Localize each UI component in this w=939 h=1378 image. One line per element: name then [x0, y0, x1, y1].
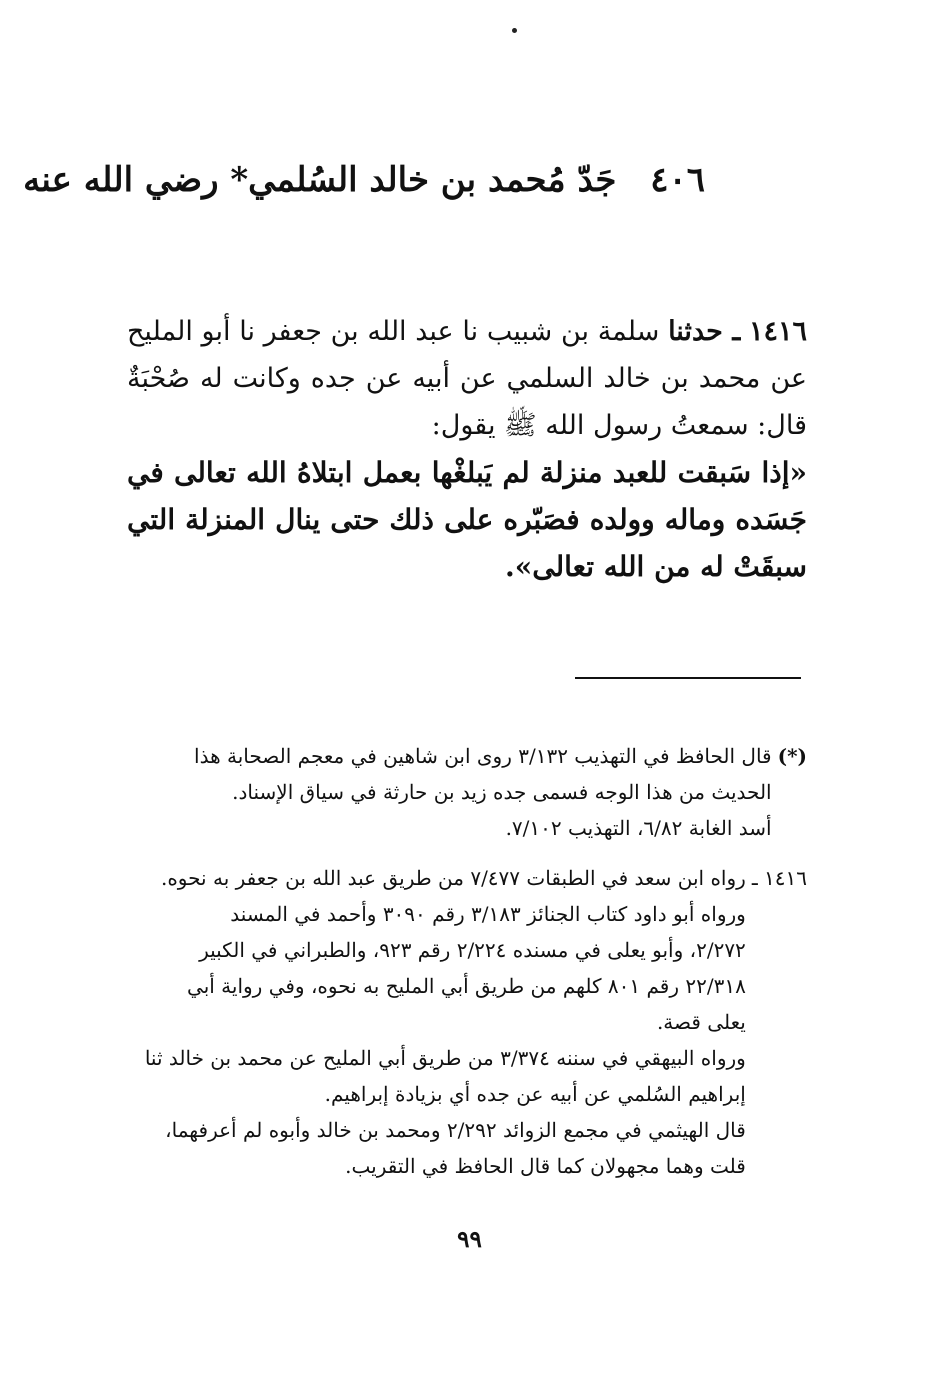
hadith-matn: «إذا سَبقت للعبد منزلة لم يَبلغْها بعمل ابتلاهُ الله تعالى في جَسَده وماله وولده فصَبّره على ذلك حتى ينال المنزلة التي سبقَتْ له من الله تعالى».: [127, 456, 807, 583]
footnote-1416: [135, 860, 807, 1184]
footnote-line: ٢٢/٣١٨ رقم ٨٠١ كلهم من طريق أبي المليح به نحوه، وفي رواية أبي: [187, 974, 746, 998]
chapter-number: ٤٠٦: [650, 160, 705, 200]
footnote-line: ٢/٢٧٢، وأبو يعلى في مسنده ٢/٢٢٤ رقم ٩٢٣، والطبراني في الكبير: [199, 938, 746, 962]
footnote-line: قلت وهما مجهولان كما قال الحافظ في التقريب.: [345, 1154, 746, 1178]
hadith-isnad: سلمة بن شبيب نا عبد الله بن جعفر نا أبو المليح عن محمد بن خالد السلمي عن أبيه عن جده وكانت له صُحْبَةٌ قال: سمعتُ رسول الله ﷺ يقول:: [127, 316, 807, 441]
hadith-lead-word: حدثنا: [668, 316, 723, 347]
footnote-line: ورواه البيهقي في سننه ٣/٣٧٤ من طريق أبي المليح عن محمد بن خالد ثنا: [144, 1046, 746, 1070]
footnote-marker: (*): [777, 744, 807, 768]
hadith-isnad-paragraph: ١٤١٦ ـ حدثنا سلمة بن شبيب نا عبد الله بن جعفر نا أبو المليح عن محمد بن خالد السلمي عن أبيه عن جده وكانت له صُحْبَةٌ قال: سمعتُ رسول الله ﷺ يقول:: [127, 316, 807, 441]
footnote-body: [135, 738, 772, 846]
page-number: ٩٩: [457, 1226, 482, 1253]
footnote-marker: ١٤١٦ ـ: [751, 866, 807, 890]
hadith-number: ١٤١٦: [748, 316, 807, 347]
footnote-separator: [575, 677, 801, 679]
footnote-asterisk: [135, 738, 807, 846]
print-dot: [512, 28, 517, 33]
footnote-line: إبراهيم السُلمي عن أبيه عن جده أي بزيادة إبراهيم.: [324, 1082, 746, 1106]
footnote-line: قال الحافظ في التهذيب ٣/١٣٢ روى ابن شاهين في معجم الصحابة هذا: [194, 744, 772, 768]
footnote-line: الحديث من هذا الوجه فسمى جده زيد بن حارثة في سياق الإسناد.: [232, 780, 772, 804]
footnote-line: أسد الغابة ٦/٨٢، التهذيب ٧/١٠٢.: [505, 816, 772, 840]
hadith-block: [127, 308, 807, 590]
footnotes: [135, 738, 807, 1198]
footnote-line: رواه ابن سعد في الطبقات ٧/٤٧٧ من طريق عبد الله بن جعفر به نحوه.: [160, 866, 746, 890]
footnote-line: قال الهيثمي في مجمع الزوائد ٢/٢٩٢ ومحمد بن خالد وأبوه لم أعرفهما،: [165, 1118, 746, 1142]
chapter-title: جَدّ مُحمد بن خالد السُلمي* رضي الله عنه: [23, 160, 617, 200]
footnote-body: [135, 860, 746, 1184]
footnote-line: ورواه أبو داود كتاب الجنائز ٣/١٨٣ رقم ٣٠٩٠ وأحمد في المسند: [230, 902, 746, 926]
chapter-heading: [23, 160, 705, 201]
footnote-line: يعلى قصة.: [656, 1010, 746, 1034]
